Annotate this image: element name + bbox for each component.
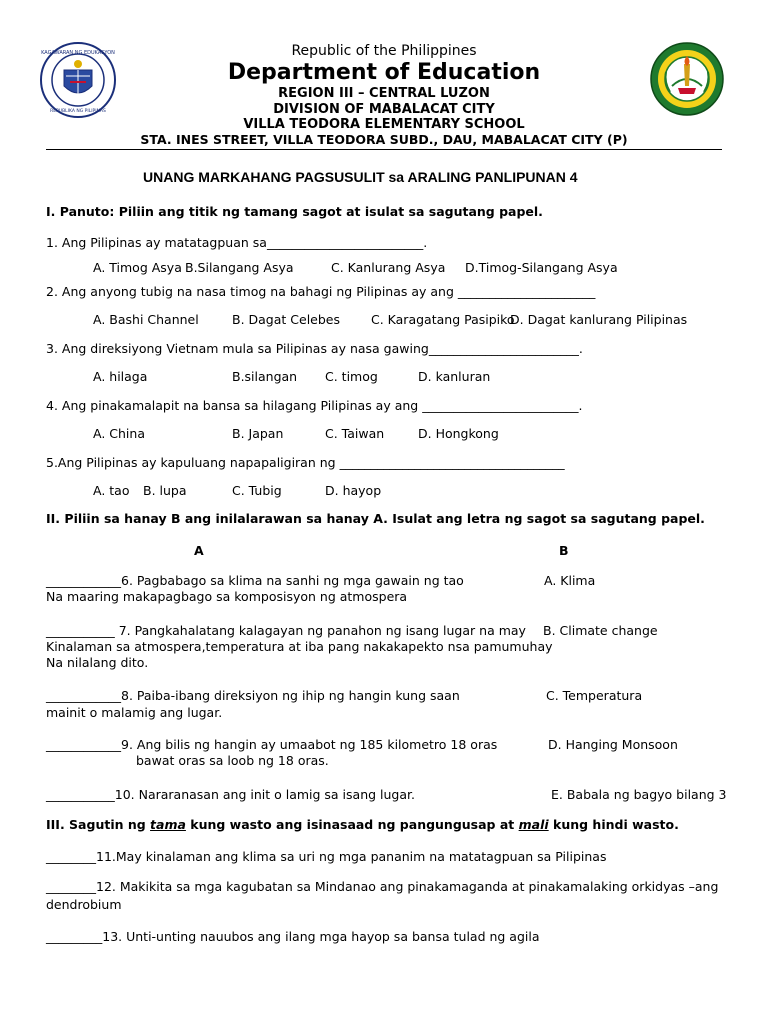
match-answer-b: B. Climate change (543, 623, 658, 638)
q2-choice-a: A. Bashi Channel (93, 312, 199, 327)
column-b-header: B (559, 543, 569, 558)
q3-choice-d: D. kanluran (418, 369, 491, 384)
header-school: VILLA TEODORA ELEMENTARY SCHOOL (243, 117, 525, 132)
q5-choice-c: C. Tubig (232, 483, 282, 498)
match-answer-c: C. Temperatura (546, 688, 643, 703)
match-8-line1: ____________8. Paiba-ibang direksiyon ng ihip ng hangin kung saan (46, 688, 460, 703)
tf-11: ________11.May kinalaman ang klima sa uri ng mga pananim na matatagpuan sa Pilipinas (46, 849, 607, 864)
q1-choice-d: D.Timog-Silangang Asya (465, 260, 618, 275)
q5-choice-d: D. hayop (325, 483, 382, 498)
q1-choice-a: A. Timog Asya (93, 260, 182, 275)
match-10-line1: ___________10. Nararanasan ang init o lamig sa isang lugar. (46, 787, 415, 802)
match-7-line2: Kinalaman sa atmospera,temperatura at iba pang nakakapekto nsa pamumuhay (46, 639, 553, 654)
svg-text:REPUBLIKA NG PILIPINAS: REPUBLIKA NG PILIPINAS (50, 109, 106, 114)
match-answer-d: D. Hanging Monsoon (548, 737, 678, 752)
question-5: 5.Ang Pilipinas ay kapuluang napapaligiran ng ____________________________________ (46, 455, 565, 470)
svg-text:KAGAWARAN NG EDUKASYON: KAGAWARAN NG EDUKASYON (41, 50, 115, 56)
match-9-line1: ____________9. Ang bilis ng hangin ay umaabot ng 185 kilometro 18 oras (46, 737, 498, 752)
q4-choice-d: D. Hongkong (418, 426, 499, 441)
q2-choice-d: D. Dagat kanlurang Pilipinas (510, 312, 688, 327)
q5-choice-a: A. tao (93, 483, 130, 498)
match-6-line2: Na maaring makapagbago sa komposisyon ng atmospera (46, 589, 408, 604)
question-3: 3. Ang direksiyong Vietnam mula sa Pilipinas ay nasa gawing________________________. (46, 341, 583, 356)
part3-instruction-pre: III. Sagutin ng (46, 817, 151, 832)
question-2: 2. Ang anyong tubig na nasa timog na bahagi ng Pilipinas ay ang ______________________ (46, 284, 596, 299)
q5-choice-b: B. lupa (143, 483, 187, 498)
part3-tama-word: tama (150, 817, 186, 832)
q4-choice-a: A. China (93, 426, 145, 441)
q4-choice-b: B. Japan (232, 426, 284, 441)
q1-choice-c: C. Kanlurang Asya (331, 260, 446, 275)
q3-choice-b: B.silangan (232, 369, 298, 384)
match-7-line1: ___________ 7. Pangkahalatang kalagayan ng panahon ng isang lugar na may (46, 623, 526, 638)
part2-instruction: II. Piliin sa hanay B ang inilalarawan sa hanay A. Isulat ang letra ng sagot sa sagutang papel. (46, 511, 705, 526)
match-9-line2: bawat oras sa loob ng 18 oras. (136, 753, 329, 768)
q1-choice-b: B.Silangang Asya (185, 260, 294, 275)
q4-choice-c: C. Taiwan (325, 426, 385, 441)
match-answer-a: A. Klima (544, 573, 596, 588)
part3-instruction-post: kung hindi wasto. (548, 817, 679, 832)
header-region: REGION III – CENTRAL LUZON (278, 86, 490, 101)
q2-choice-b: B. Dagat Celebes (232, 312, 340, 327)
part3-instruction (46, 817, 679, 832)
match-6-line1: ____________6. Pagbabago sa klima na sanhi ng mga gawain ng tao (46, 573, 464, 588)
header-divider (46, 149, 722, 150)
part3-mali-word: mali (518, 817, 549, 832)
q3-choice-a: A. hilaga (93, 369, 148, 384)
tf-12-line2: dendrobium (46, 897, 122, 912)
match-7-line3: Na nilalang dito. (46, 655, 149, 670)
match-8-line2: mainit o malamig ang lugar. (46, 705, 223, 720)
question-1: 1. Ang Pilipinas ay matatagpuan sa_________________________. (46, 235, 428, 250)
q2-choice-c: C. Karagatang Pasipiko (371, 312, 515, 327)
part3-instruction-mid: kung wasto ang isinasaad ng pangungusap at (185, 817, 519, 832)
column-a-header: A (194, 543, 204, 558)
part1-instruction: I. Panuto: Piliin ang titik ng tamang sagot at isulat sa sagutang papel. (46, 204, 543, 219)
header-address: STA. INES STREET, VILLA TEODORA SUBD., DAU, MABALACAT CITY (P) (140, 132, 628, 147)
tf-13: _________13. Unti-unting nauubos ang ilang mga hayop sa bansa tulad ng agila (46, 929, 540, 944)
match-answer-e: E. Babala ng bagyo bilang 3 (551, 787, 727, 802)
tf-12-line1: ________12. Makikita sa mga kagubatan sa Mindanao ang pinakamaganda at pinakamalaking orkidyas –ang (46, 879, 719, 894)
question-4: 4. Ang pinakamalapit na bansa sa hilagang Pilipinas ay ang _________________________. (46, 398, 583, 413)
header-division: DIVISION OF MABALACAT CITY (273, 102, 495, 117)
header-republic: Republic of the Philippines (291, 43, 477, 59)
exam-title: UNANG MARKAHANG PAGSUSULIT sa ARALING PANLIPUNAN 4 (143, 169, 578, 185)
header-department: Department of Education (227, 60, 541, 85)
q3-choice-c: C. timog (325, 369, 378, 384)
